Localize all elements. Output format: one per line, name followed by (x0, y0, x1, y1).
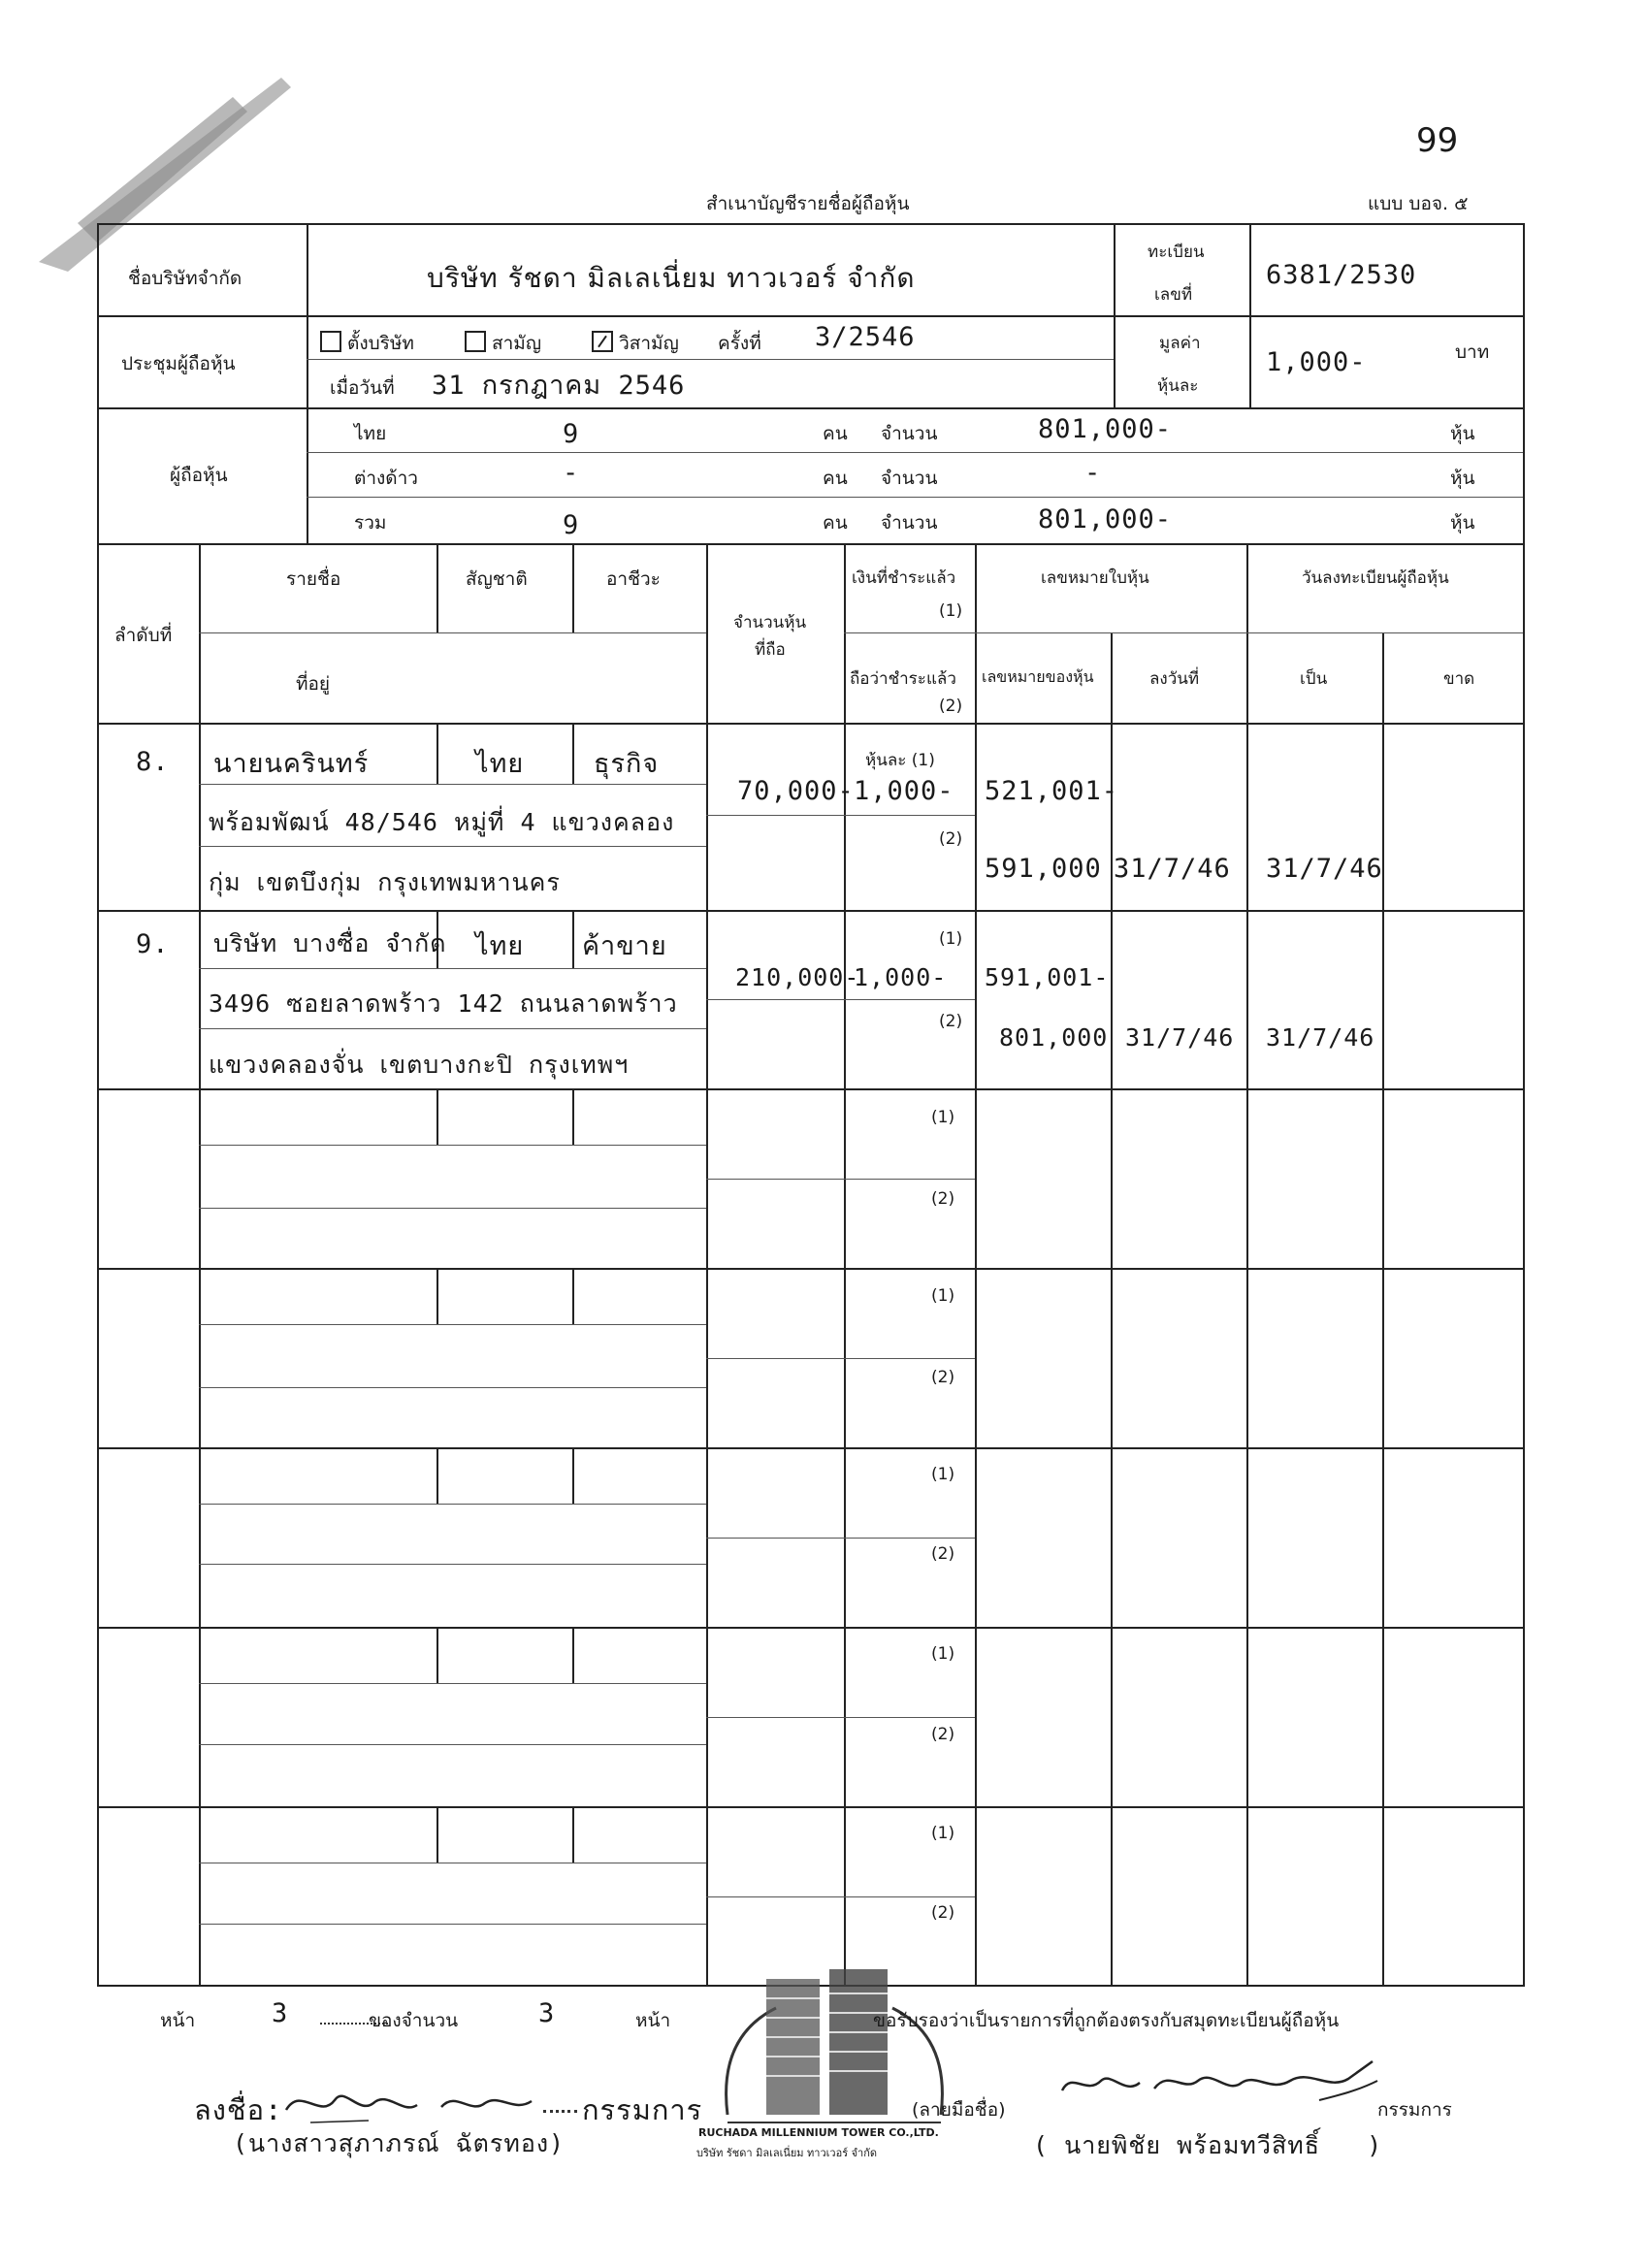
holders-thai-kind: ไทย (354, 423, 387, 444)
holders-foreign-kind: ต่างด้าว (354, 468, 418, 489)
holders-foreign-share-unit: หุ้น (1450, 468, 1475, 489)
entry8-share-no-from: 521,001- (985, 776, 1119, 806)
col-nationality: สัญชาติ (466, 568, 528, 590)
col-deemed-paid: ถือว่าชำระแล้ว (850, 669, 956, 689)
entry8-share-no-to: 591,000 (985, 854, 1102, 884)
value-label: มูลค่า (1159, 334, 1201, 353)
stamp-text-th: บริษัท รัชดา มิลเลเนี่ยม ทาวเวอร์ จำกัด (696, 2147, 878, 2159)
footer-sign-label-1: ลงชื่อ: (194, 2093, 283, 2126)
sign-dots-1 (543, 2110, 577, 2113)
col-shares-held: จำนวนหุ้น (733, 613, 807, 632)
col-seq: ลำดับที่ (114, 625, 173, 646)
entry9-address-2: แขวงคลองจั่น เขตบางกะปิ กรุงเทพฯ (209, 1051, 630, 1079)
meeting-times-label: ครั้งที่ (718, 333, 761, 354)
page-number: 99 (1416, 121, 1459, 160)
footer-signer-1: (นางสาวสุภาภรณ์ ฉัตรทอง) (233, 2129, 566, 2157)
col-cert-no: เลขหมายใบหุ้น (1041, 568, 1149, 588)
col-occupation: อาชีวะ (606, 568, 661, 590)
entry9-became: 31/7/46 (1266, 1023, 1375, 1052)
entry9-address-1: 3496 ซอยลาดพร้าว 142 ถนนลาดพร้าว (209, 989, 678, 1018)
blank3-mark-2: (2) (931, 1544, 955, 1564)
holders-thai-unit: คน (823, 423, 848, 444)
blank5-mark-2: (2) (931, 1903, 955, 1923)
entry9-name: บริษัท บางซื่อ จำกัด (213, 929, 447, 957)
holders-thai-qty-label: จำนวน (881, 423, 938, 444)
footer-page-label: หน้า (160, 2010, 196, 2031)
entry8-paid: 1,000- (854, 776, 954, 806)
entry9-dated: 31/7/46 (1125, 1023, 1235, 1052)
entry8-address-2: กุ่ม เขตบึงกุ่ม กรุงเทพมหานคร (209, 868, 561, 896)
col-name: รายชื่อ (286, 568, 341, 590)
holders-thai-share-unit: หุ้น (1450, 423, 1475, 444)
footer-sign-label-2: (ลายมือชื่อ) (912, 2099, 1006, 2121)
col-address: ที่อยู่ (296, 673, 331, 695)
entry8-shares: 70,000- (737, 776, 855, 806)
col-became: เป็น (1300, 669, 1328, 689)
form-code: แบบ บอจ. ๕ (1368, 193, 1469, 214)
meeting-times: 3/2546 (815, 322, 916, 352)
footer-director-1: กรรมการ (582, 2093, 703, 2126)
footer-director-2: กรรมการ (1377, 2099, 1452, 2121)
holders-foreign-unit: คน (823, 468, 848, 489)
holders-foreign-qty-label: จำนวน (881, 468, 938, 489)
meeting-label: ประชุมผู้ถือหุ้น (121, 353, 236, 374)
col-ceased: ขาด (1443, 669, 1475, 689)
col-reg-date: วันลงทะเบียนผู้ถือหุ้น (1302, 568, 1449, 588)
entry9-mark-1: (1) (939, 929, 963, 949)
checkbox-extraordinary[interactable] (592, 331, 613, 352)
footer-certification: ขอรับรองว่าเป็นรายการที่ถูกต้องตรงกับสมุดทะเบียนผู้ถือหุ้น (873, 2010, 1340, 2031)
signature-1 (281, 2076, 572, 2129)
scan-edge-shadow (39, 58, 291, 272)
footer-total: 3 (538, 1998, 556, 2028)
holders-foreign-persons: - (563, 458, 580, 488)
footer-page-label-2: หน้า (635, 2010, 671, 2031)
entry9-shares: 210,000- (735, 963, 860, 991)
blank1-mark-1: (1) (931, 1108, 955, 1127)
entry9-seq: 9. (136, 929, 170, 959)
entry9-mark-2: (2) (939, 1012, 963, 1031)
company-name: บริษัท รัชดา มิลเลเนี่ยม ทาวเวอร์ จำกัด (427, 262, 916, 294)
entry9-share-no-to: 801,000 (999, 1023, 1109, 1052)
blank1-mark-2: (2) (931, 1189, 955, 1209)
entry8-dated: 31/7/46 (1114, 854, 1231, 884)
col-share-no: เลขหมายของหุ้น (982, 667, 1094, 686)
entry8-occupation: ธุรกิจ (594, 749, 660, 779)
document-title: สำเนาบัญชีรายชื่อผู้ถือหุ้น (706, 193, 910, 214)
col-paid: เงินที่ชำระแล้ว (852, 568, 956, 588)
entry8-mark-2: (2) (939, 829, 963, 849)
signature-2 (1057, 2052, 1387, 2110)
checkbox-establish[interactable] (320, 331, 341, 352)
entry8-name: นายนครินทร์ (213, 749, 370, 779)
holders-foreign-shares: - (1084, 458, 1102, 488)
holders-total-qty-label: จำนวน (881, 512, 938, 534)
holders-total-kind: รวม (354, 512, 387, 534)
col-shares-held-2: ที่ถือ (755, 640, 786, 660)
holders-total-unit: คน (823, 512, 848, 534)
value-per-share-label: หุ้นละ (1157, 376, 1199, 396)
baht-label: บาท (1455, 341, 1490, 363)
entry8-seq: 8. (136, 747, 170, 777)
blank4-mark-1: (1) (931, 1644, 955, 1664)
registration-number: 6381/2530 (1266, 260, 1417, 290)
entry9-share-no-from: 591,001- (985, 963, 1110, 991)
meeting-date: 31 กรกฎาคม 2546 (432, 371, 686, 401)
holders-total-persons: 9 (563, 510, 580, 540)
holders-total-share-unit: หุ้น (1450, 512, 1475, 534)
stamp-text-en: RUCHADA MILLENNIUM TOWER CO.,LTD. (698, 2126, 939, 2139)
blank4-mark-2: (2) (931, 1725, 955, 1744)
value-per-share: 1,000- (1266, 347, 1367, 377)
holders-thai-shares: 801,000- (1038, 414, 1173, 444)
col-paid-1: (1) (939, 601, 963, 621)
blank3-mark-1: (1) (931, 1465, 955, 1484)
checkbox-ordinary[interactable] (465, 331, 486, 352)
entry9-occupation: ค้าขาย (582, 931, 667, 961)
company-label: ชื่อบริษัทจำกัด (128, 268, 242, 289)
col-dated: ลงวันที่ (1149, 669, 1200, 689)
holders-thai-persons: 9 (563, 419, 580, 449)
entry8-address-1: พร้อมพัฒน์ 48/546 หมู่ที่ 4 แขวงคลอง (209, 808, 675, 836)
registration-label: ทะเบียน (1148, 243, 1205, 262)
entry8-became: 31/7/46 (1266, 854, 1383, 884)
footer-signer-2: ( นายพิชัย พร้อมทวีสิทธิ์ ) (1033, 2131, 1383, 2159)
blank5-mark-1: (1) (931, 1824, 955, 1843)
holders-label: ผู้ถือหุ้น (170, 465, 228, 486)
col-paid-2: (2) (939, 697, 963, 716)
registration-no-label: เลขที่ (1154, 285, 1193, 305)
blank2-mark-1: (1) (931, 1286, 955, 1306)
footer-page: 3 (272, 1998, 289, 2028)
meeting-type-options: ตั้งบริษัท สามัญ วิสามัญ (320, 329, 679, 358)
holders-total-shares: 801,000- (1038, 504, 1173, 535)
meeting-date-label: เมื่อวันที่ (330, 377, 395, 399)
entry9-paid: 1,000- (854, 963, 948, 991)
footer-of-label: ของจำนวน (369, 2010, 459, 2031)
entry8-per-share: หุ้นละ (1) (865, 751, 935, 770)
blank2-mark-2: (2) (931, 1368, 955, 1387)
entry9-nationality: ไทย (475, 931, 525, 961)
entry8-nationality: ไทย (475, 749, 525, 779)
